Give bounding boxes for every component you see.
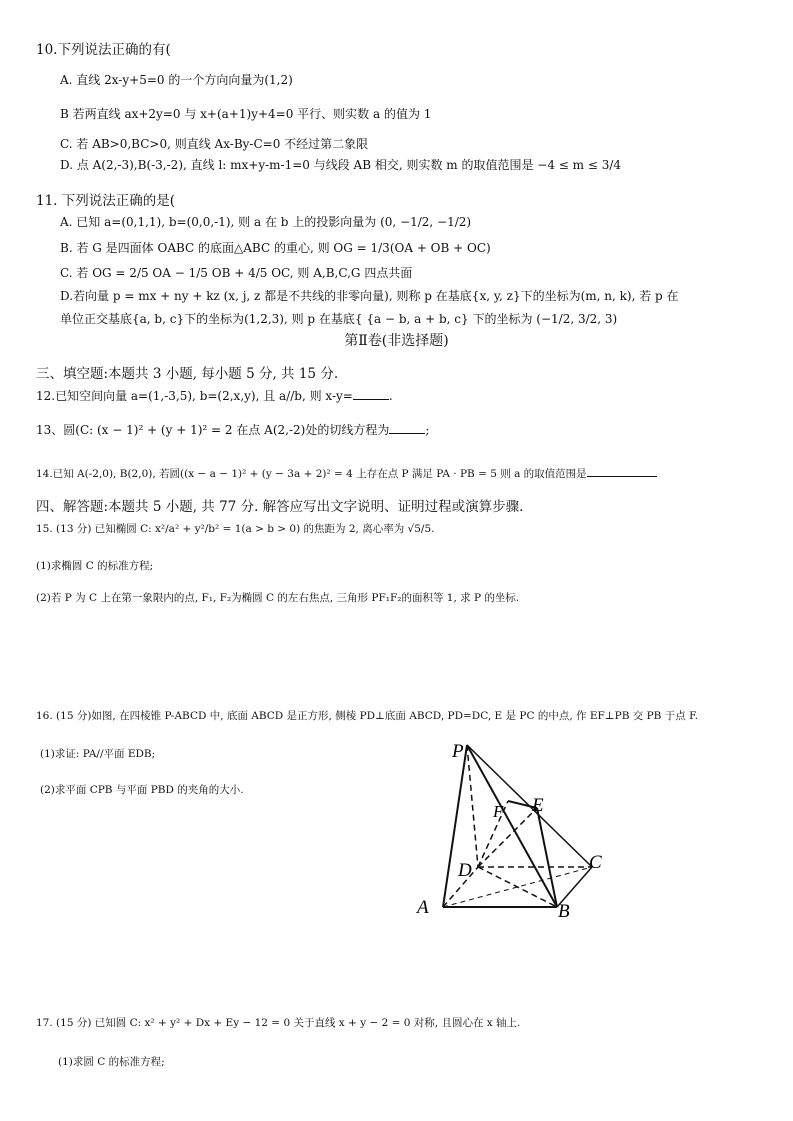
q11-stem: 11. 下列说法正确的是(	[36, 193, 176, 209]
q15-stem: 15. (13 分) 已知椭圆 C: x²/a² + y²/b² = 1(a > b > 0) 的焦距为 2, 离心率为 √5/5.	[36, 523, 435, 535]
label-b: B	[558, 901, 570, 920]
label-e: E	[532, 795, 544, 816]
q16-stem: 16. (15 分)如图, 在四棱锥 P-ABCD 中, 底面 ABCD 是正方形, 侧棱 PD⊥底面 ABCD, PD=DC, E 是 PC 的中点, 作 EF⊥PB 交 PB 于点 F.	[36, 710, 699, 722]
q13-text: 13、圆(C: (x − 1)² + (y + 1)² = 2 在点 A(2,-2)处的切线方程为	[36, 423, 390, 437]
q17-stem: 17. (15 分) 已知圆 C: x² + y² + Dx + Ey − 12 = 0 关于直线 x + y − 2 = 0 对称, 且圆心在 x 轴上.	[36, 1017, 521, 1029]
q11-option-d-line1: D.若向量 p = mx + ny + kz (x, j, z 都是不共线的非零向量), 则称 p 在基底{x, y, z}下的坐标为(m, n, k), 若 p 在	[60, 289, 679, 303]
q10-option-a: A. 直线 2x-y+5=0 的一个方向向量为(1,2)	[60, 73, 293, 87]
label-a: A	[417, 897, 429, 918]
section-4-title: 四、解答题:本题共 5 小题, 共 77 分. 解答应写出文字说明、证明过程或演算步骤.	[36, 499, 524, 515]
q15-part-2: (2)若 P 为 C 上在第一象限内的点, F₁, F₂为椭圆 C 的左右焦点, 三角形 PF₁F₂的面积等 1, 求 P 的坐标.	[36, 592, 520, 604]
label-p: P	[452, 741, 464, 762]
q11-option-a: A. 已知 a=(0,1,1), b=(0,0,-1), 则 a 在 b 上的投影向量为 (0, −1/2, −1/2)	[60, 215, 472, 229]
q16-part-1: (1)求证: PA//平面 EDB;	[40, 748, 156, 760]
label-d: D	[458, 860, 472, 881]
q15-part-1: (1)求椭圆 C 的标准方程;	[36, 560, 154, 572]
q16-part-2: (2)求平面 CPB 与平面 PBD 的夹角的大小.	[40, 784, 244, 796]
q11-option-b: B. 若 G 是四面体 OABC 的底面△ABC 的重心, 则 OG = 1/3(OA + OB + OC)	[60, 241, 491, 255]
pyramid-figure	[410, 735, 620, 920]
q14-answer-blank[interactable]	[587, 465, 657, 477]
label-f: F	[493, 802, 504, 821]
edge-pb	[467, 745, 557, 907]
q10-stem: 10.下列说法正确的有(	[36, 42, 171, 58]
q10-option-d: D. 点 A(2,-3),B(-3,-2), 直线 l: mx+y-m-1=0 与线段 AB 相交, 则实数 m 的取值范围是 −4 ≤ m ≤ 3/4	[60, 158, 622, 172]
q11-option-c: C. 若 OG = 2/5 OA − 1/5 OB + 4/5 OC, 则 A,B,C,G 四点共面	[60, 266, 413, 280]
q13-line: 13、圆(C: (x − 1)² + (y + 1)² = 2 在点 A(2,-2)处的切线方程为 ;	[36, 423, 430, 437]
q13-answer-blank[interactable]	[389, 422, 425, 434]
volume-title: 第Ⅱ卷(非选择题)	[344, 333, 449, 349]
section-3-title: 三、填空题:本题共 3 小题, 每小题 5 分, 共 15 分.	[36, 366, 339, 382]
q12-text: 12.已知空间向量 a=(1,-3,5), b=(2,x,y), 且 a//b, 则 x-y=	[36, 389, 353, 403]
q17-part-1: (1)求圆 C 的标准方程;	[58, 1056, 165, 1068]
q14-text: 14.已知 A(-2,0), B(2,0), 若圆((x − a − 1)² + (y − 3a + 2)² = 4 上存在点 P 满足 PA · PB = 5 则 a 的取值范围是	[36, 468, 587, 480]
q10-option-b: B 若两直线 ax+2y=0 与 x+(a+1)y+4=0 平行、则实数 a 的值为 1	[60, 107, 432, 121]
q10-option-c: C. 若 AB>0,BC>0, 则直线 Ax-By-C=0 不经过第二象限	[60, 137, 369, 151]
q11-option-d-line2: 单位正交基底{a, b, c}下的坐标为(1,2,3), 则 p 在基底{ {a − b, a + b, c} 下的坐标为 (−1/2, 3/2, 3)	[60, 312, 618, 326]
q12-line: 12.已知空间向量 a=(1,-3,5), b=(2,x,y), 且 a//b, 则 x-y= .	[36, 389, 393, 403]
q14-line	[36, 465, 657, 482]
q12-answer-blank[interactable]	[353, 388, 389, 400]
label-c: C	[589, 852, 602, 873]
